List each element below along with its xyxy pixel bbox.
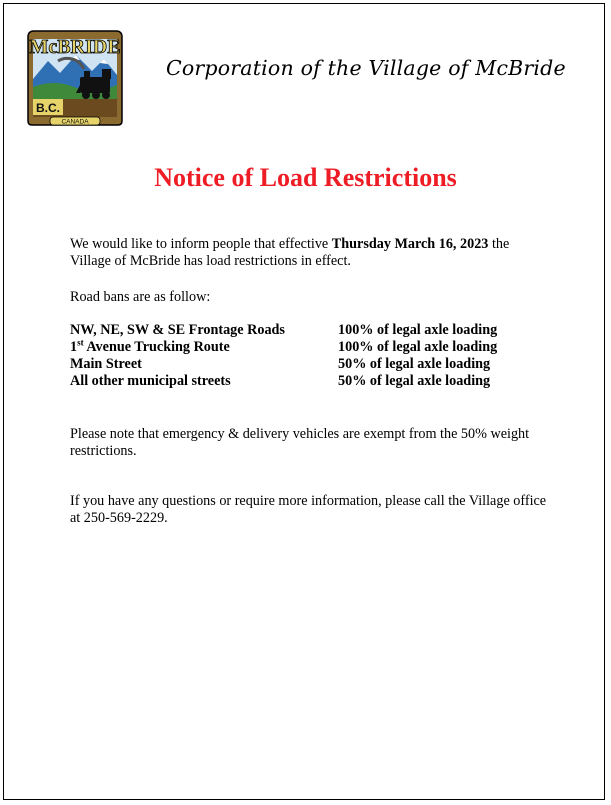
ban-road-ordinal: st [77, 337, 84, 348]
ban-restriction: 100% of legal axle loading [338, 339, 498, 355]
ban-road-name: Avenue Trucking Route [83, 339, 230, 355]
ban-restriction: 100% of legal axle loading [338, 322, 498, 338]
ban-restriction: 50% of legal axle loading [338, 373, 491, 389]
notice-title: Notice of Load Restrictions [154, 163, 457, 192]
intro-text-after: the Village of McBride has load restrictions in effect. [70, 236, 510, 269]
ban-row [70, 339, 497, 356]
ban-road [70, 339, 338, 356]
logo-bc-text: B.C. [36, 101, 60, 115]
contact-note: If you have any questions or require more information, please call the Village office at 250-569-2229. [70, 493, 547, 526]
ban-road: All other municipal streets [70, 373, 231, 389]
organization-title: Corporation of the Village of McBride [166, 56, 566, 80]
ban-road: NW, NE, SW & SE Frontage Roads [70, 322, 285, 338]
road-bans-list [70, 322, 497, 390]
road-bans-intro: Road bans are as follow: [70, 289, 211, 305]
effective-date: Thursday March 16, 2023 [331, 236, 489, 252]
ban-road: Main Street [70, 356, 142, 372]
ban-road-number: 1 [70, 339, 78, 355]
intro-paragraph [70, 236, 550, 270]
ban-row [70, 322, 497, 339]
village-logo [24, 29, 126, 127]
ban-restriction: 50% of legal axle loading [338, 356, 491, 372]
logo-mcbride-text: McBRIDE [29, 36, 121, 58]
logo-canada-text: CANADA [61, 118, 89, 126]
exemption-note: Please note that emergency & delivery vehicles are exempt from the 50% weight restrictions. [70, 426, 530, 459]
ban-row [70, 356, 497, 373]
intro-text-before: We would like to inform people that effective [70, 236, 332, 252]
ban-row [70, 373, 497, 390]
